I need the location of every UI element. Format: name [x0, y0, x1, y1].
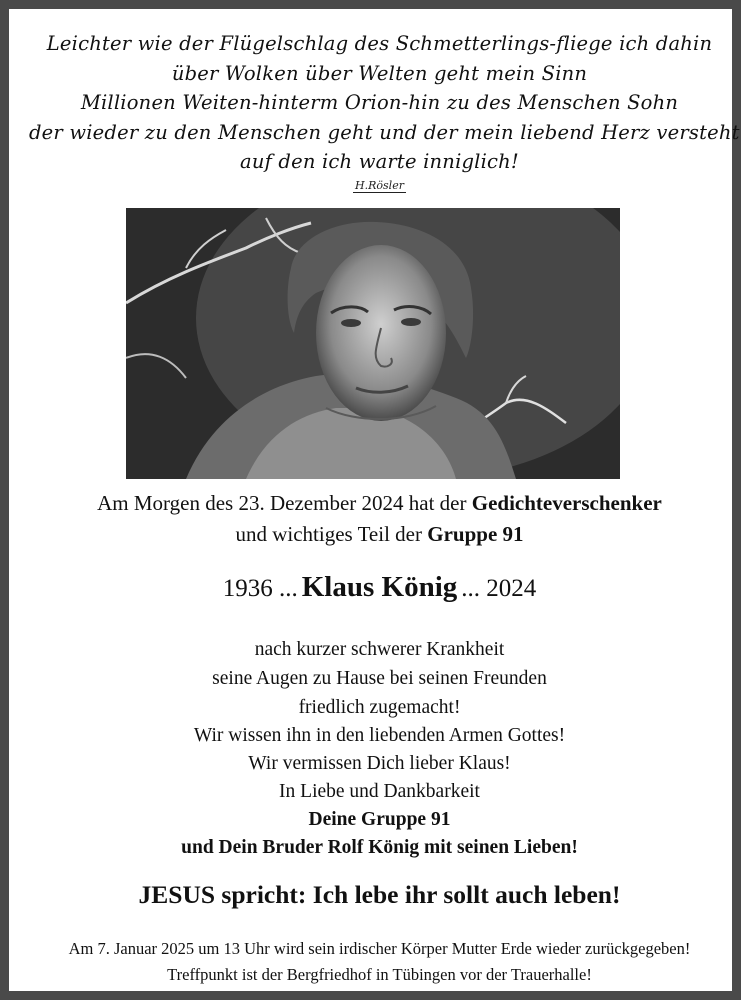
signature-line: und Dein Bruder Rolf König mit seinen Lieben!: [181, 837, 578, 858]
poem-line: auf den ich warte inniglich!: [240, 150, 519, 173]
announcement-line-2: [18, 522, 741, 547]
group-name: Gruppe 91: [427, 522, 524, 546]
death-year: ... 2024: [461, 575, 537, 602]
poem-line: über Wolken über Welten geht mein Sinn: [171, 61, 588, 85]
announcement-title: Gedichteverschenker: [471, 491, 662, 515]
poem-author-signature: H.Rösler: [355, 179, 404, 192]
announcement-text: und wichtiges Teil der: [235, 522, 428, 546]
scripture-quote: JESUS spricht: Ich lebe ihr sollt auch leben!: [138, 880, 621, 909]
name-line: [18, 571, 741, 604]
deceased-name: Klaus König: [301, 571, 458, 603]
body-line: In Liebe und Dankbarkeit: [279, 781, 480, 802]
body-line: Wir wissen ihn in den liebenden Armen Gottes!: [193, 725, 566, 746]
poem-line: Millionen Weiten-hinterm Orion-hin zu des Menschen Sohn: [80, 91, 679, 114]
poem-line: der wieder zu den Menschen geht und der mein liebend Herz versteht: [29, 120, 740, 144]
portrait-photo: [126, 208, 620, 479]
body-line: seine Augen zu Hause bei seinen Freunden: [212, 668, 547, 689]
portrait-illustration: [126, 208, 620, 479]
poem-line: Leichter wie der Flügelschlag des Schmetterlings-fliege ich dahin: [46, 32, 713, 55]
funeral-info-line-1: Am 7. Januar 2025 um 13 Uhr wird sein irdischer Körper Mutter Erde wieder zurückgegeben!: [68, 939, 691, 958]
poem-author: [309, 179, 450, 192]
body-line: Wir vermissen Dich lieber Klaus!: [248, 753, 511, 774]
funeral-info-line-2: Treffpunkt ist der Bergfriedhof in Tübingen vor der Trauerhalle!: [167, 965, 592, 984]
body-line: nach kurzer schwerer Krankheit: [254, 639, 505, 660]
birth-year: 1936 ...: [222, 575, 298, 602]
body-line: friedlich zugemacht!: [298, 697, 461, 718]
poem: [29, 29, 740, 177]
signature-line: Deine Gruppe 91: [308, 809, 451, 830]
announcement-line-1: [18, 491, 741, 516]
announcement-text: Am Morgen des 23. Dezember 2024 hat der: [97, 491, 472, 515]
